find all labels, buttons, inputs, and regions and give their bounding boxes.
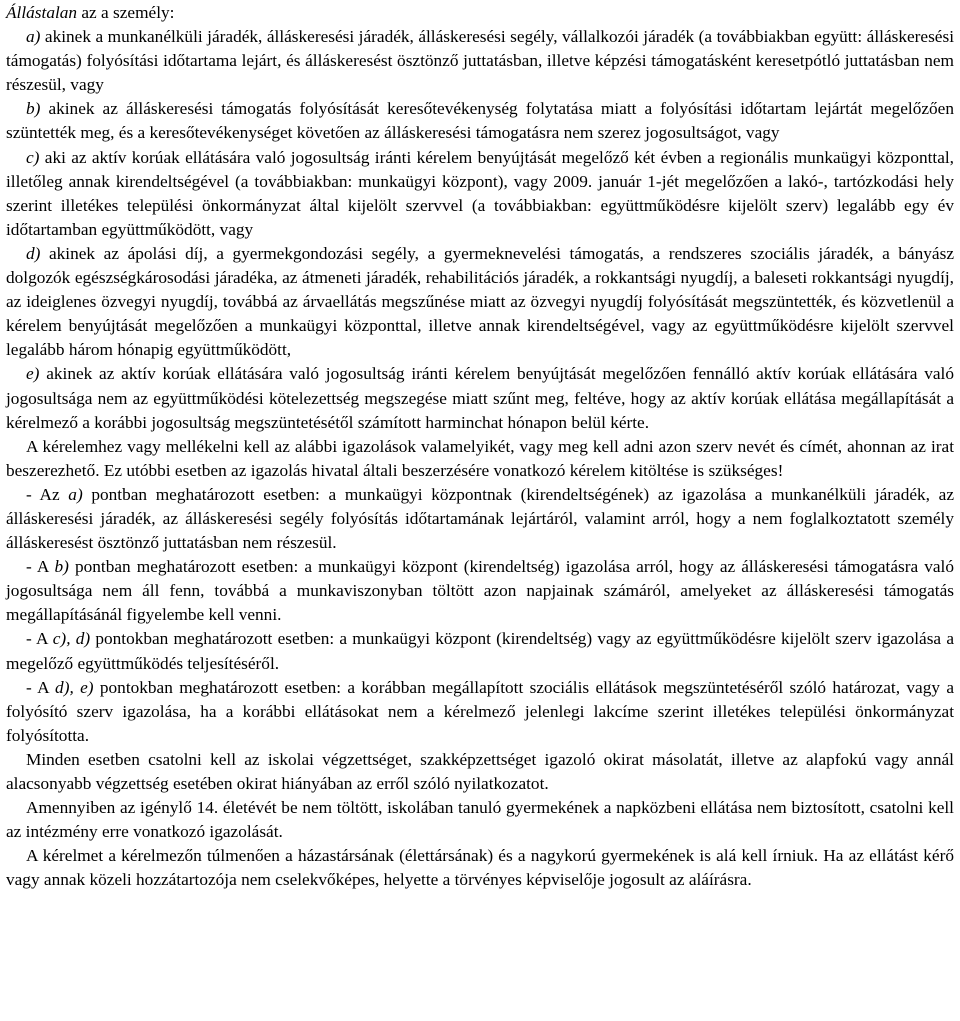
case-de-label: d), e) — [55, 677, 94, 697]
case-a-prefix: - Az — [26, 484, 69, 504]
item-e-label: e) — [26, 364, 40, 384]
item-e — [6, 362, 954, 434]
case-a-paragraph — [6, 483, 954, 555]
item-c-label: c) — [26, 147, 40, 167]
intro-line — [6, 1, 954, 25]
item-b-label: b) — [26, 99, 41, 119]
signature-paragraph: A kérelmet a kérelmezőn túlmenően a házastársának (élettársának) és a nagykorú gyermekének is alá kell írniuk. Ha az ellátást kérő vagy annak közeli hozzátartozója nem cselekvőképes, helyette a törvényes képviselője jogosult az aláírásra. — [6, 846, 954, 890]
item-a — [6, 25, 954, 97]
item-d — [6, 242, 954, 362]
intro-text: az a személy: — [77, 3, 175, 22]
item-b-text: akinek az álláskeresési támogatás folyósítását keresőtevékenység folytatása miatt a folyósítási időtartam lejártát megelőzően szüntették meg, és a keresőtevékenységet követően az álláskeresési támogatásra nem szerez jogosultságot, vagy — [6, 99, 954, 143]
case-b-prefix: - A — [26, 557, 55, 577]
case-b-paragraph — [6, 555, 954, 627]
attachment-paragraph: A kérelemhez vagy mellékelni kell az alábbi igazolások valamelyikét, vagy meg kell adni azon szerv nevét és címét, ahonnan az irat beszerezhető. Ez utóbbi esetben az igazolás hivatal általi beszerzésére vonatkozó kérelem kitöltése is szükséges! — [6, 436, 954, 480]
case-a-text: pontban meghatározott esetben: a munkaügyi központnak (kirendeltségének) az igazolása a munkanélküli járadék, az álláskeresési járadék, az álláskeresési segély folyósítás időtartamának lejártáról, valamint arról, hogy a nem foglalkoztatott személy álláskeresést ösztönző juttatásban nem részesül. — [6, 484, 954, 553]
case-de-prefix: - A — [26, 677, 56, 697]
school-paragraph: Minden esetben csatolni kell az iskolai végzettséget, szakképzettséget igazoló okirat másolatát, illetve az alapfokú vagy annál alacsonyabb végzettség esetében okirat hiányában az erről szóló nyilatkozatot. — [6, 749, 954, 793]
case-cd-paragraph — [6, 627, 954, 675]
case-b-label: b) — [54, 557, 69, 577]
item-c — [6, 146, 954, 242]
item-c-text: aki az aktív korúak ellátására való jogosultság iránti kérelem benyújtását megelőző két évben a regionális munkaügyi központtal, illetőleg annak kirendeltségével (a továbbiakban: munkaügyi központ), vagy 2009. január 1-jét megelőzően a lakó-, tartózkodási hely szerint illetékes települési önkormányzat által kijelölt szervvel (a továbbiakban: együttműködésre kijelölt szerv) legalább egy év időtartamban együttműködött, vagy — [6, 147, 954, 239]
item-d-text: akinek az ápolási díj, a gyermekgondozási segély, a gyermeknevelési támogatás, a rendszeres szociális járadék, a bányász dolgozók egészségkárosodási járadéka, az átmeneti járadék, rehabilitációs járadék, a rokkantsági nyugdíj, a baleseti rokkantsági nyugdíj, az ideiglenes özvegyi nyugdíj, továbbá az árvaellátás megszűnése miatt az özvegyi nyugdíj folyósítását megszüntették, és közvetlenül a kérelem benyújtását megelőzően a munkaügyi központtal, illetve annak kirendeltségével, vagy az együttműködésre kijelölt szervvel legalább három hónapig együttműködött, — [6, 243, 954, 360]
item-a-text: akinek a munkanélküli járadék, álláskeresési járadék, álláskeresési segély, vállalkozói járadék (a továbbiakban együtt: álláskeresési támogatás) folyósítási időtartama lejárt, és álláskeresést ösztönző juttatásban, illetve képzési támogatásként keresetpótló juttatásban nem részesül, vagy — [6, 27, 954, 95]
child-paragraph: Amennyiben az igénylő 14. életévét be nem töltött, iskolában tanuló gyermekének a napközbeni ellátása nem biztosított, csatolni kell az intézmény erre vonatkozó igazolását. — [6, 798, 954, 842]
item-b — [6, 97, 954, 145]
case-de-text: pontokban meghatározott esetben: a korábban megállapított szociális ellátások megszüntetéséről szóló határozat, vagy a folyósító szerv igazolása, ha a korábbi ellátásokat nem a kérelmező jelenlegi lakcíme szerint illetékes települési önkormányzat folyósította. — [6, 677, 954, 745]
intro-term: Állástalan — [6, 3, 78, 22]
case-a-label: a) — [68, 484, 83, 504]
case-cd-prefix: - A — [26, 629, 53, 649]
item-a-label: a) — [26, 27, 41, 47]
item-e-text: akinek az aktív korúak ellátására való jogosultság iránti kérelem benyújtását megelőzően fennálló aktív korúak ellátására való jogosultsága nem az együttműködési kötelezettség megszegése miatt szűnt meg, feltéve, hogy az aktív korúak ellátása megállapítását a kérelmező a korábbi jogosultság megszüntetésétől számított harminchat hónapon belül kérte. — [6, 364, 954, 432]
item-d-label: d) — [26, 243, 41, 263]
case-b-text: pontban meghatározott esetben: a munkaügyi központ (kirendeltség) igazolása arról, hogy az álláskeresési támogatásra való jogosultsága nem áll fenn, továbbá a munkaviszonyban töltött azon napjainak számáról, amelyeket az álláskeresési támogatás megállapításánál figyelembe kell venni. — [6, 557, 954, 625]
case-cd-label: c), d) — [52, 629, 91, 649]
case-de-paragraph — [6, 676, 954, 748]
case-cd-text: pontokban meghatározott esetben: a munkaügyi központ (kirendeltség) vagy az együttműködésre kijelölt szerv igazolása a megelőző együttműködés teljesítéséről. — [6, 629, 954, 673]
